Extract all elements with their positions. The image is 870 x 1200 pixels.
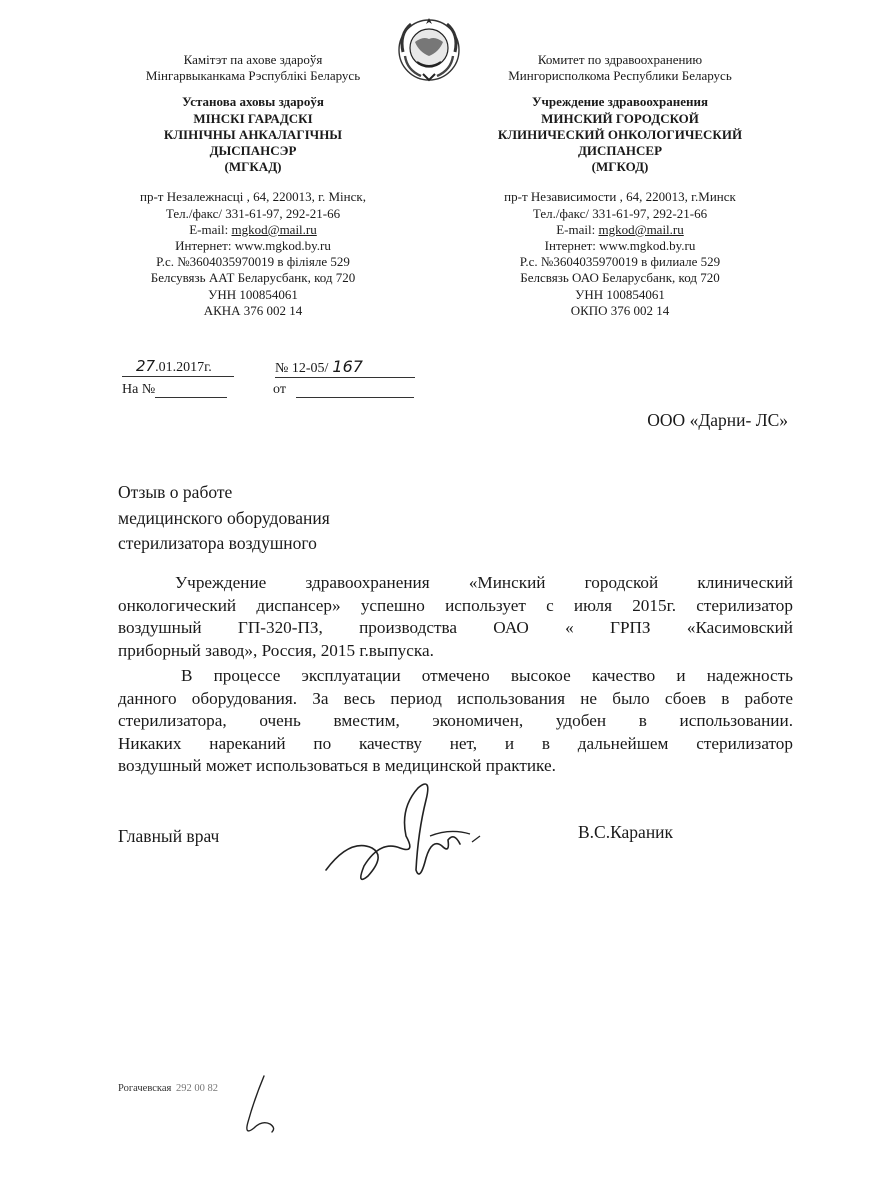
- signatory-position: Главный врач: [118, 826, 220, 846]
- unp: УНН 100854061: [575, 286, 665, 302]
- institution-name-line: ДИСПАНСЕР: [577, 143, 663, 159]
- on-number-label: На №: [122, 382, 156, 397]
- subject-line: стерилизатора воздушного: [118, 533, 317, 553]
- paragraph-line: воздушный может использоваться в медицинской практике.: [118, 756, 556, 776]
- bank-account: Р.с. №3604035970019 в филиале 529: [519, 254, 721, 270]
- institution-type: Учреждение здравоохранения: [531, 94, 709, 110]
- address: пр-т Незалежнасці , 64, 220013, г. Мінск,: [140, 189, 366, 205]
- coat-of-arms-emblem: [393, 12, 465, 84]
- ministry-line: Камітэт па ахове здароўя: [183, 52, 323, 67]
- institution-name-line: КЛІНІЧНЫ АНКАЛАГІЧНЫ: [163, 126, 343, 142]
- header-right: [470, 52, 770, 319]
- unp: УНН 100854061: [208, 286, 298, 302]
- institution-name-line: КЛИНИЧЕСКИЙ ОНКОЛОГИЧЕСКИЙ: [497, 126, 743, 142]
- subject: [118, 480, 330, 557]
- recipient: ООО «Дарни- ЛС»: [647, 410, 788, 430]
- phone: Тел./факс/ 331-61-97, 292-21-66: [165, 205, 341, 221]
- institution-type: Установа аховы здароўя: [182, 94, 324, 110]
- subject-line: Отзыв о работе: [118, 482, 233, 502]
- paragraph-line: воздушный ГП-320-ПЗ, производства ОАО « ГРПЗ «Касимовский: [118, 618, 793, 638]
- institution-name-line: (МГКАД): [224, 159, 282, 175]
- handwritten-signature: [320, 778, 490, 888]
- institution-name-line: МІНСКІ ГАРАДСКІ: [193, 110, 313, 126]
- okpo: ОКПО 376 002 14: [570, 302, 670, 318]
- subject-line: медицинского оборудования: [118, 507, 330, 528]
- number-handwritten: 167: [332, 357, 363, 376]
- paragraph-2: [118, 665, 793, 778]
- executor-note: [118, 1083, 218, 1094]
- institution-name-line: ДЫСПАНСЭР: [209, 143, 297, 159]
- bank-name: Белсвязь ОАО Беларусбанк, код 720: [520, 270, 720, 286]
- ministry-line: Мингорисполкома Республики Беларусь: [508, 68, 732, 84]
- paragraph-1: [118, 572, 793, 662]
- paragraph-line: приборный завод», Россия, 2015 г.выпуска.: [118, 640, 434, 660]
- executor-initial-mark: [240, 1070, 280, 1140]
- email-line: [118, 222, 388, 238]
- internet: Інтернет: www.mgkod.by.ru: [544, 238, 696, 254]
- internet: Интернет: www.mgkod.by.ru: [175, 238, 331, 254]
- executor-name: Рогачевская: [118, 1083, 172, 1094]
- incoming-date: [273, 381, 414, 398]
- paragraph-line: В процессе эксплуатации отмечено высокое качество и надежность: [181, 666, 793, 685]
- ministry-line: Мінгарвыканкама Рэспублікі Беларусь: [145, 68, 361, 84]
- email-label: E-mail:: [556, 221, 599, 237]
- signatory-name: В.С.Караник: [578, 822, 674, 842]
- paragraph-line: Никаких нареканий по качеству нет, и в дальнейшем стерилизатор: [118, 733, 793, 753]
- email-link[interactable]: mgkod@mail.ru: [231, 221, 317, 237]
- ministry-line: Комитет по здравоохранению: [537, 52, 703, 67]
- executor-phone: 292 00 82: [175, 1083, 218, 1094]
- date-rest: .01.2017г.: [155, 360, 212, 375]
- from-label: от: [273, 382, 286, 397]
- paragraph-line: стерилизатора, очень вместим, экономичен, удобен в использовании.: [118, 711, 793, 731]
- incoming-number: [122, 381, 227, 398]
- outgoing-date: [122, 358, 234, 377]
- header-left: [118, 52, 388, 319]
- date-day-handwritten: 27: [136, 357, 156, 375]
- paragraph-line: данного оборудования. За весь период использования не было сбоев в работе: [118, 688, 793, 708]
- institution-name-line: МИНСКИЙ ГОРОДСКОЙ: [541, 110, 699, 126]
- email-line: [470, 222, 770, 238]
- paragraph-line: онкологический диспансер» успешно использует с июля 2015г. стерилизатор: [118, 595, 793, 615]
- number-prefix: № 12-05/: [275, 361, 329, 376]
- outgoing-number: [275, 358, 415, 378]
- okpo: АКНА 376 002 14: [203, 302, 303, 318]
- bank-account: Р.с. №3604035970019 в філіяле 529: [156, 254, 350, 270]
- paragraph-line: Учреждение здравоохранения «Минский городской клинический: [175, 573, 793, 592]
- address: пр-т Независимости , 64, 220013, г.Минск: [504, 189, 736, 205]
- institution-name-line: (МГКОД): [591, 159, 649, 175]
- phone: Тел./факс/ 331-61-97, 292-21-66: [532, 205, 708, 221]
- email-link[interactable]: mgkod@mail.ru: [598, 221, 684, 237]
- bank-name: Белсувязь ААТ Беларусбанк, код 720: [150, 270, 356, 286]
- email-label: E-mail:: [189, 221, 232, 237]
